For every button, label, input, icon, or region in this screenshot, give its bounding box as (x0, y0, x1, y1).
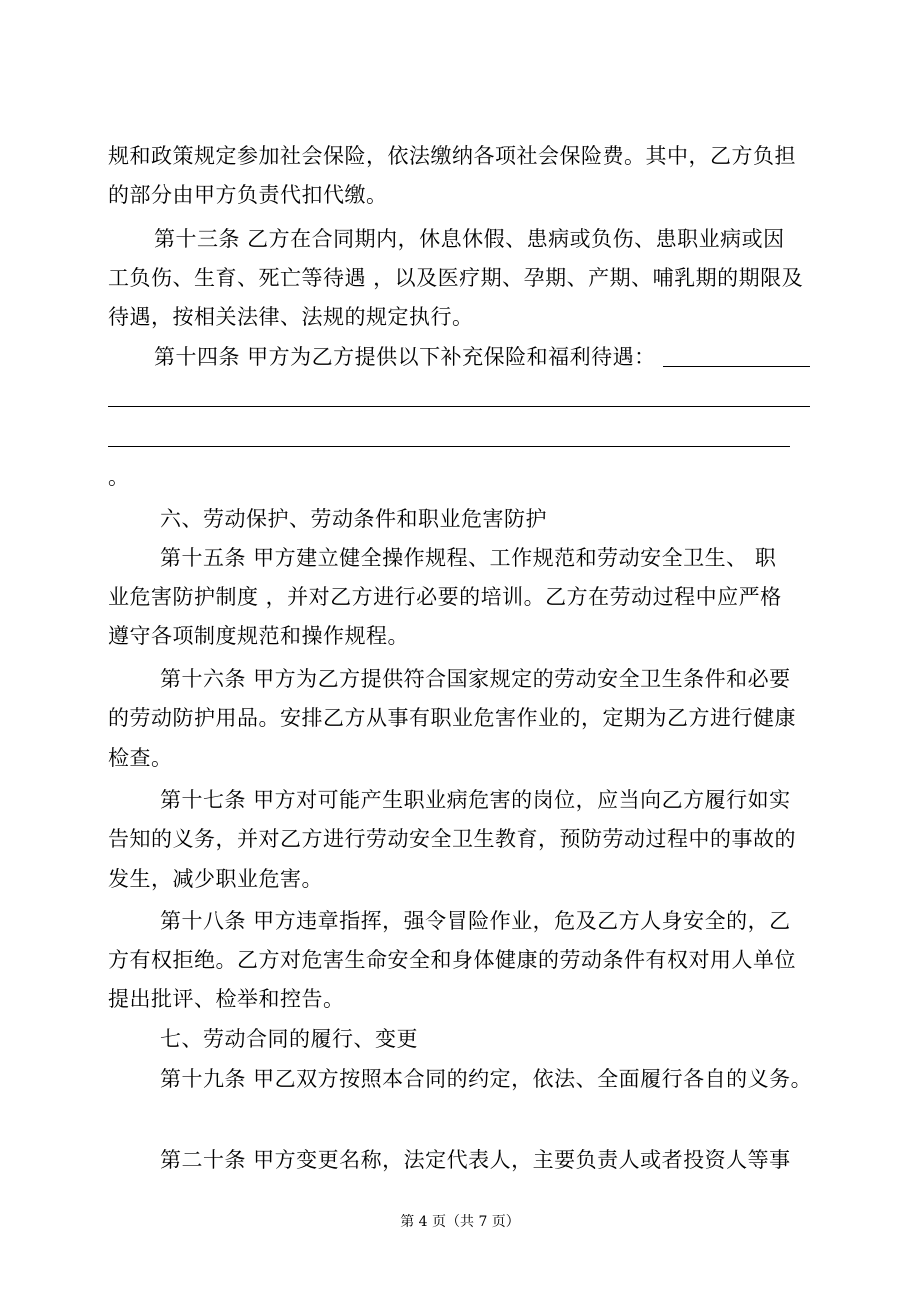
article-16-line: 检查。 (108, 746, 173, 770)
article-19-line: 第十九条 甲乙双方按照本合同的约定，依法、全面履行各自的义务。 (160, 1067, 813, 1091)
article-17-line: 告知的义务，并对乙方进行劳动安全卫生教育，预防劳动过程中的事故的 (108, 827, 796, 851)
article-14-end: 。 (108, 465, 130, 489)
fill-in-blank (108, 406, 810, 407)
article-18-line: 提出批评、检举和控告。 (108, 987, 345, 1011)
section-6-heading: 六、劳动保护、劳动条件和职业危害防护 (160, 507, 547, 531)
paragraph-line: 规和政策规定参加社会保险，依法缴纳各项社会保险费。其中，乙方负担 (108, 144, 796, 168)
article-20-line: 第二十条 甲方变更名称，法定代表人，主要负责人或者投资人等事 (160, 1148, 791, 1172)
article-17-line: 发生，减少职业危害。 (108, 867, 323, 891)
article-17-line: 第十七条 甲方对可能产生职业病危害的岗位，应当向乙方履行如实 (160, 788, 791, 812)
article-16-line: 第十六条 甲方为乙方提供符合国家规定的劳动安全卫生条件和必要 (160, 667, 791, 691)
article-13-line: 工负伤、生育、死亡等待遇 ，以及医疗期、孕期、产期、哺乳期的期限及 (108, 266, 804, 290)
page-footer: 第 4 页（共 7 页） (400, 1214, 520, 1230)
article-16-line: 的劳动防护用品。安排乙方从事有职业危害作业的，定期为乙方进行健康 (108, 706, 796, 730)
paragraph-line: 的部分由甲方负责代扣代缴。 (108, 183, 388, 207)
section-7-heading: 七、劳动合同的履行、变更 (160, 1027, 418, 1051)
fill-in-blank (108, 446, 790, 447)
article-18-line: 方有权拒绝。乙方对危害生命安全和身体健康的劳动条件有权对用人单位 (108, 948, 796, 972)
article-13-line: 待遇，按相关法律、法规的规定执行。 (108, 305, 474, 329)
article-13-line: 第十三条 乙方在合同期内，休息休假、患病或负伤、患职业病或因 (154, 227, 785, 251)
article-14-line: 第十四条 甲方为乙方提供以下补充保险和福利待遇： (154, 345, 656, 369)
article-15-line: 遵守各项制度规范和操作规程。 (108, 624, 409, 648)
article-15-line: 业危害防护制度 ，并对乙方进行必要的培训。乙方在劳动过程中应严格 (108, 585, 782, 609)
article-15-line: 第十五条 甲方建立健全操作规程、工作规范和劳动安全卫生、 职 (160, 546, 777, 570)
fill-in-blank (663, 366, 810, 367)
article-18-line: 第十八条 甲方违章指挥，强令冒险作业，危及乙方人身安全的，乙 (160, 909, 791, 933)
